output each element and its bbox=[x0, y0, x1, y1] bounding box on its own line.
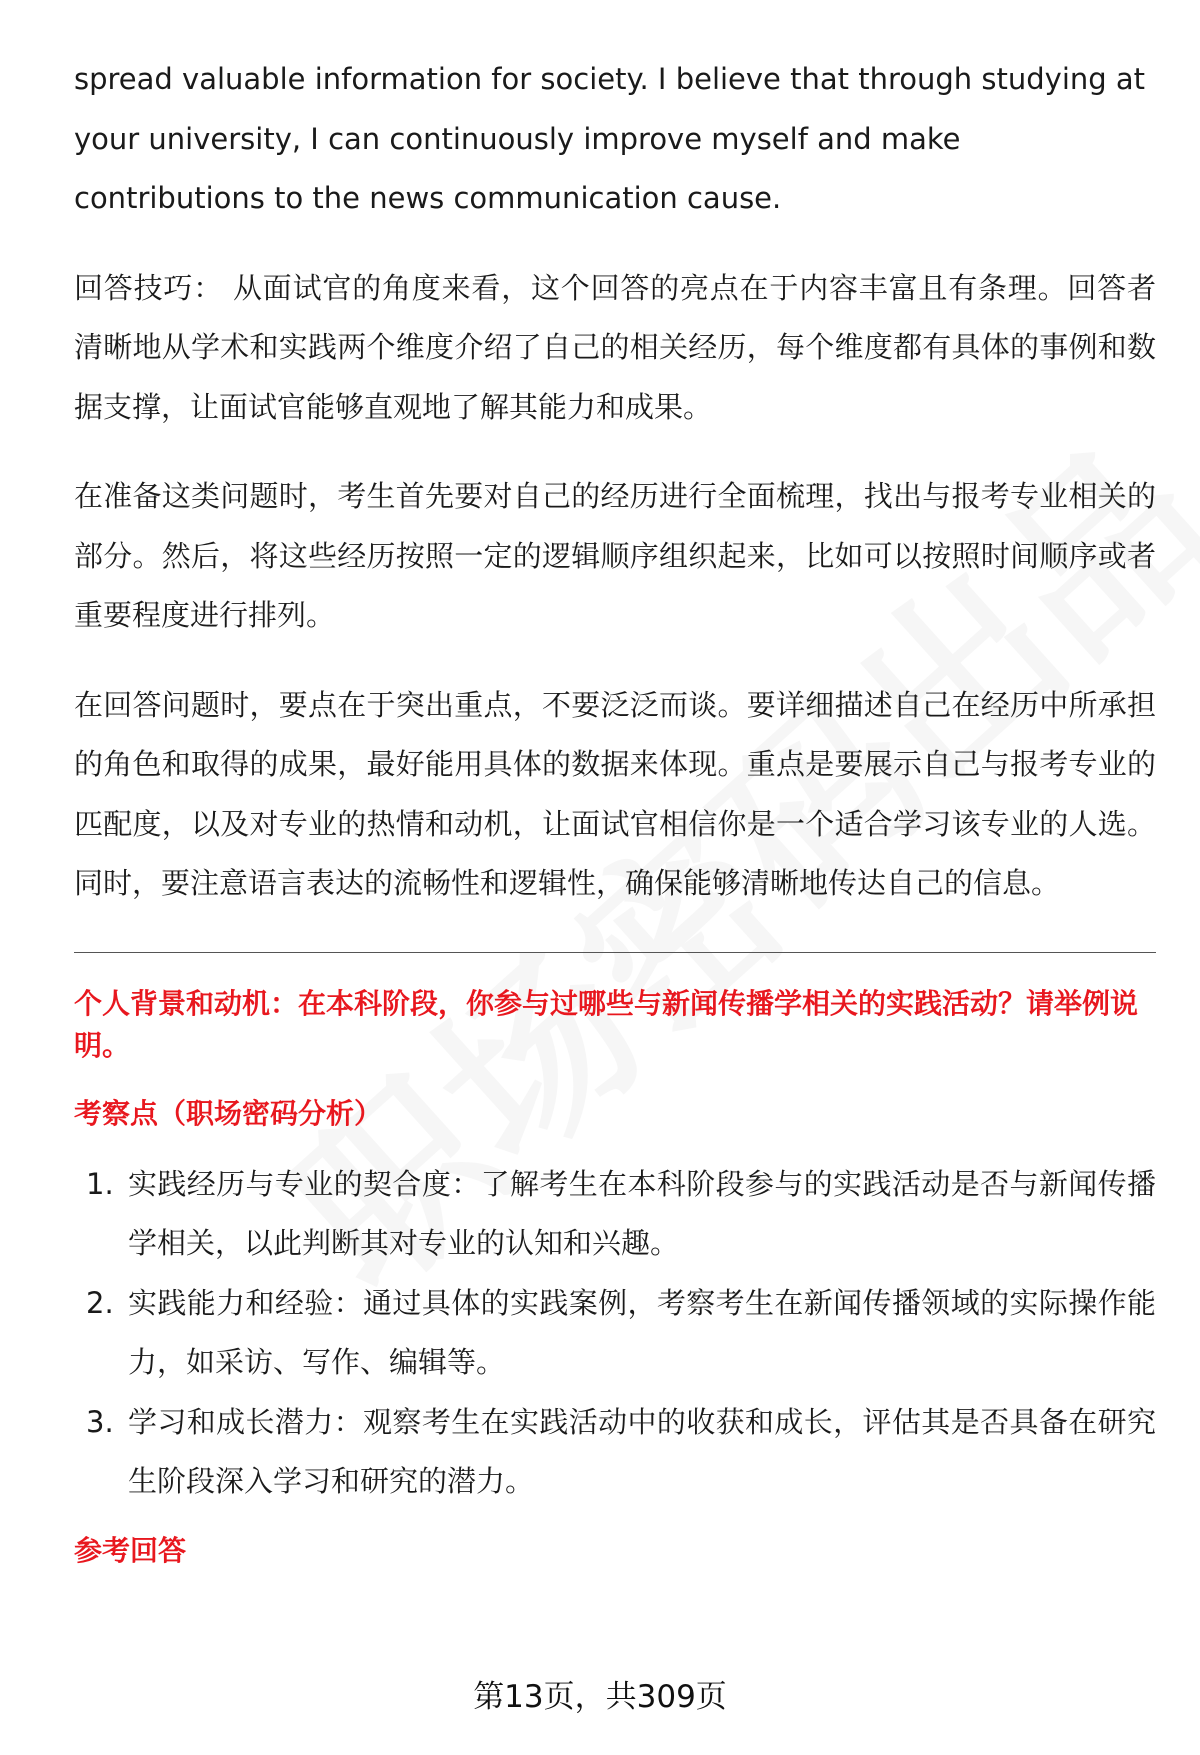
list-item bbox=[74, 1393, 1156, 1512]
intro-paragraph: spread valuable information for society. I believe that through studying at your university, I can continuously improve myself and make contributions to the news communication cause. bbox=[74, 62, 1146, 215]
list-item-text: 实践经历与专业的契合度：了解考生在本科阶段参与的实践活动是否与新闻传播学相关，以此判断其对专业的认知和兴趣。 bbox=[128, 1166, 1156, 1260]
answering-paragraph: 在回答问题时，要点在于突出重点，不要泛泛而谈。要详细描述自己在经历中所承担的角色和取得的成果，最好能用具体的数据来体现。重点是要展示自己与报考专业的匹配度，以及对专业的热情和动机，让面试官相信你是一个适合学习该专业的人选。同时，要注意语言表达的流畅性和逻辑性，确保能够清晰地传达自己的信息。 bbox=[74, 687, 1156, 900]
list-item-text: 学习和成长潜力：观察考生在实践活动中的收获和成长，评估其是否具备在研究生阶段深入学习和研究的潜力。 bbox=[128, 1404, 1156, 1498]
list-item-text: 实践能力和经验：通过具体的实践案例，考察考生在新闻传播领域的实际操作能力，如采访、写作、编辑等。 bbox=[128, 1285, 1156, 1379]
list-item-number: 2. bbox=[86, 1285, 114, 1320]
list-item-number: 3. bbox=[86, 1404, 114, 1439]
section-divider bbox=[74, 952, 1156, 953]
reference-answer-heading: 参考回答 bbox=[74, 1533, 187, 1567]
question-title: 个人背景和动机：在本科阶段，你参与过哪些与新闻传播学相关的实践活动？请举例说明。 bbox=[74, 986, 1139, 1062]
analysis-points-list bbox=[74, 1155, 1156, 1512]
list-item-number: 1. bbox=[86, 1166, 114, 1201]
answer-tips-paragraph: 回答技巧： 从面试官的角度来看，这个回答的亮点在于内容丰富且有条理。回答者清晰地从学术和实践两个维度介绍了自己的相关经历，每个维度都有具体的事例和数据支撑，让面试官能够直观地了解其能力和成果。 bbox=[74, 270, 1156, 424]
page-number: 第13页，共309页 bbox=[473, 1679, 727, 1715]
preparation-paragraph: 在准备这类问题时，考生首先要对自己的经历进行全面梳理，找出与报考专业相关的部分。然后，将这些经历按照一定的逻辑顺序组织起来，比如可以按照时间顺序或者重要程度进行排列。 bbox=[74, 479, 1156, 632]
analysis-heading: 考察点（职场密码分析） bbox=[74, 1096, 383, 1130]
page-content bbox=[74, 50, 1156, 1592]
list-item bbox=[74, 1274, 1156, 1393]
list-item bbox=[74, 1155, 1156, 1274]
